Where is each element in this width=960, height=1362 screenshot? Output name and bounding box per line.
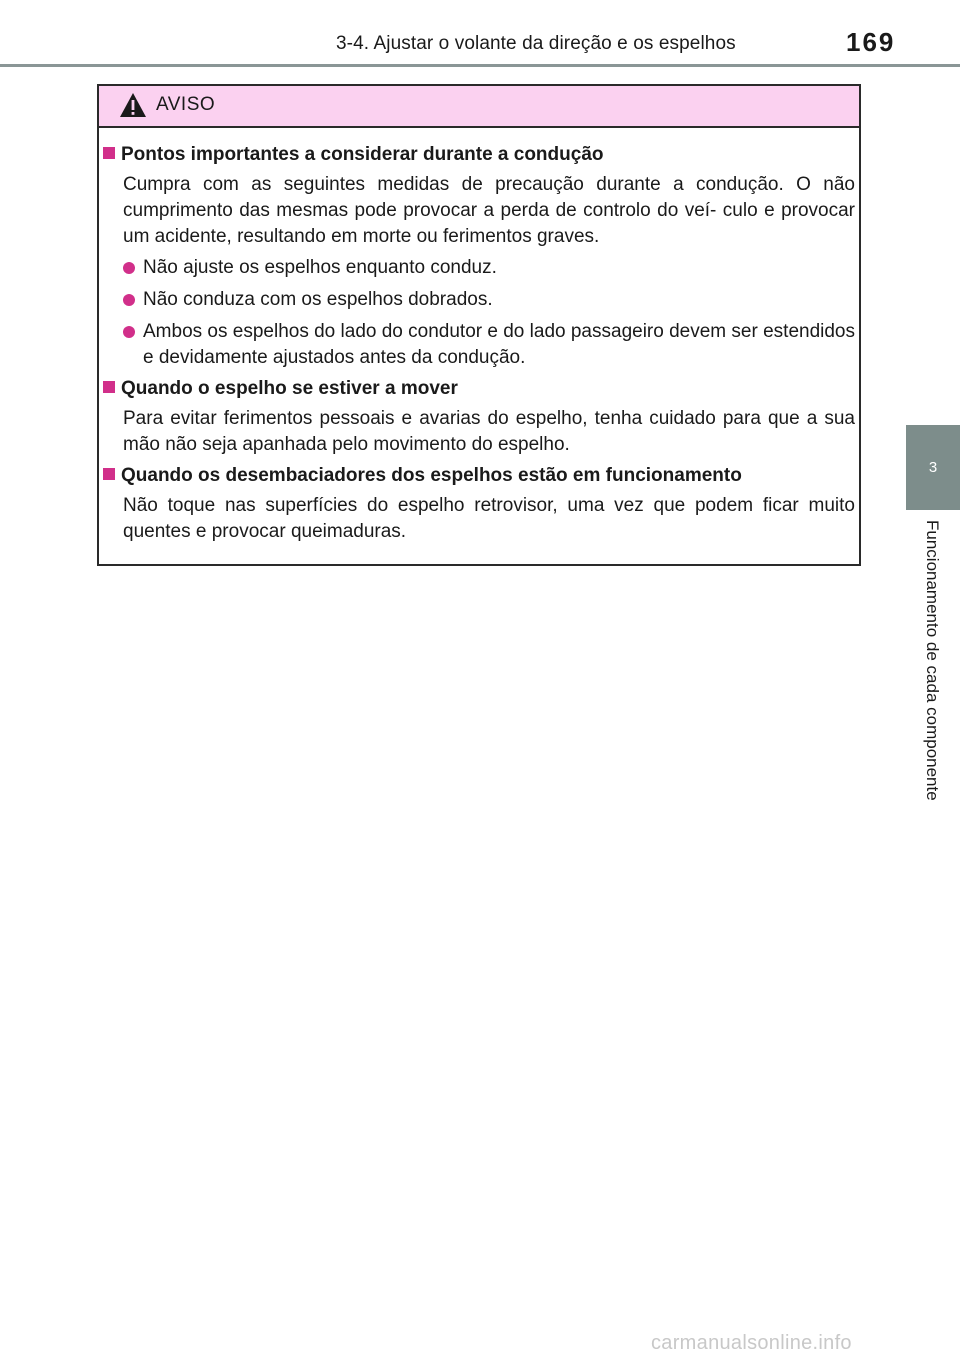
heading-text: Pontos importantes a considerar durante a condução [121, 144, 604, 165]
warning-title: AVISO [156, 94, 216, 115]
warning-header [99, 86, 859, 128]
chapter-number: 3 [928, 459, 938, 476]
round-bullet-icon [123, 294, 135, 306]
warning-paragraph: Para evitar ferimentos pessoais e avarias do espelho, tenha cuidado para que a sua mão não seja apanhada pelo movimento do espelho. [123, 408, 855, 455]
list-item-text: Não conduza com os espelhos dobrados. [143, 289, 493, 310]
watermark: carmanualsonline.info [651, 1332, 852, 1354]
warning-heading [103, 376, 458, 402]
warning-heading [103, 463, 742, 489]
page-number: 169 [846, 27, 896, 57]
round-bullet-icon [123, 326, 135, 338]
list-item [123, 319, 855, 371]
warning-box [97, 84, 861, 566]
heading-text: Quando o espelho se estiver a mover [121, 378, 458, 399]
warning-paragraph: Cumpra com as seguintes medidas de precaução durante a condução. O não cumprimento das mesmas pode provocar a perda de controlo do veí- culo e provocar um acidente, resultando em morte ou ferimentos graves. [123, 174, 855, 247]
chapter-label [905, 520, 959, 880]
list-item-text: Não ajuste os espelhos enquanto conduz. [143, 257, 497, 278]
chapter-title: Funcionamento de cada componente [923, 520, 942, 801]
warning-paragraph: Não toque nas superfícies do espelho retrovisor, uma vez que podem ficar muito quentes e provocar queimaduras. [123, 495, 855, 542]
list-item [123, 255, 855, 281]
square-bullet-icon [103, 381, 115, 393]
square-bullet-icon [103, 468, 115, 480]
list-item [123, 287, 855, 313]
header-divider [0, 64, 960, 67]
round-bullet-icon [123, 262, 135, 274]
list-item-text: Ambos os espelhos do lado do condutor e do lado passageiro devem ser estendidos e devidamente ajustados antes da condução. [143, 321, 855, 368]
warning-heading [103, 142, 604, 168]
square-bullet-icon [103, 147, 115, 159]
warning-triangle-icon [118, 91, 148, 119]
chapter-tab [906, 425, 960, 510]
section-title: 3-4. Ajustar o volante da direção e os espelhos [336, 33, 736, 54]
heading-text: Quando os desembaciadores dos espelhos estão em funcionamento [121, 465, 742, 486]
